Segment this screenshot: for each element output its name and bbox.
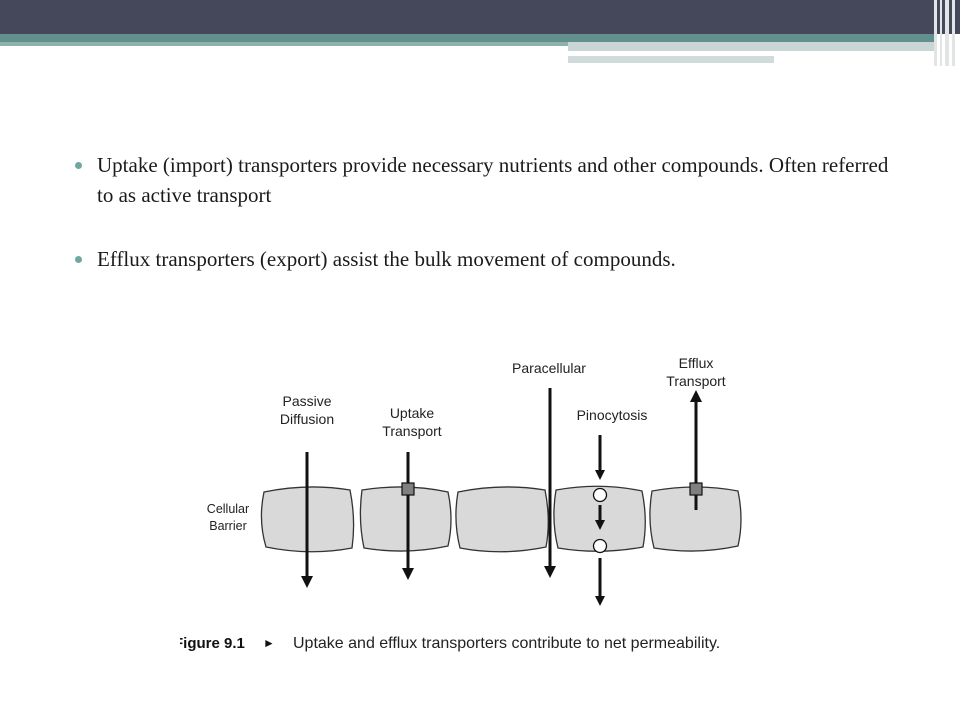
cell xyxy=(456,487,548,552)
figure-caption-label: Figure 9.1 xyxy=(180,635,245,652)
label-paracellular: Paracellular xyxy=(512,360,586,376)
header-bar xyxy=(0,0,960,34)
label-pinocytosis: Pinocytosis xyxy=(576,407,648,423)
pinocytosis-arrows xyxy=(595,435,605,606)
uptake-transporter-icon xyxy=(402,483,414,495)
header-vertical-bars xyxy=(934,0,960,66)
header-accent-stripe-thin xyxy=(0,42,568,46)
permeability-figure xyxy=(180,340,780,670)
label-uptake-transport: Uptake xyxy=(389,405,435,421)
bullet-icon xyxy=(75,162,82,169)
bullet-text: Efflux transporters (export) assist the bulk movement of compounds. xyxy=(97,247,676,271)
bullet-item xyxy=(72,150,892,210)
label-efflux-transport: Efflux xyxy=(678,355,714,371)
label-uptake-transport: Transport xyxy=(382,423,442,439)
header-accent-stripe xyxy=(0,34,935,42)
permeability-diagram xyxy=(180,340,780,670)
header-light-stripe-short xyxy=(568,56,774,63)
figure-caption-text: Uptake and efflux transporters contribute to net permeability. xyxy=(293,635,721,652)
bullet-text: Uptake (import) transporters provide necessary nutrients and other compounds. Often referred to as active transport xyxy=(97,153,889,207)
header-light-stripe xyxy=(568,42,935,51)
label-passive-diffusion: Passive xyxy=(282,393,332,409)
label-passive-diffusion: Diffusion xyxy=(279,411,335,427)
cell xyxy=(360,487,451,551)
bullet-item xyxy=(72,244,892,274)
paracellular-arrow xyxy=(544,388,556,578)
bullet-icon xyxy=(75,256,82,263)
vesicle-icon xyxy=(594,540,607,553)
efflux-transporter-icon xyxy=(690,483,702,495)
figure-caption-marker: ► xyxy=(263,636,275,650)
vesicle-icon xyxy=(594,489,607,502)
bullet-list xyxy=(72,150,892,308)
header-divider-line xyxy=(568,51,888,53)
label-cellular-barrier: Cellular xyxy=(206,502,250,516)
label-cellular-barrier: Barrier xyxy=(209,519,247,533)
label-efflux-transport: Transport xyxy=(666,373,726,389)
